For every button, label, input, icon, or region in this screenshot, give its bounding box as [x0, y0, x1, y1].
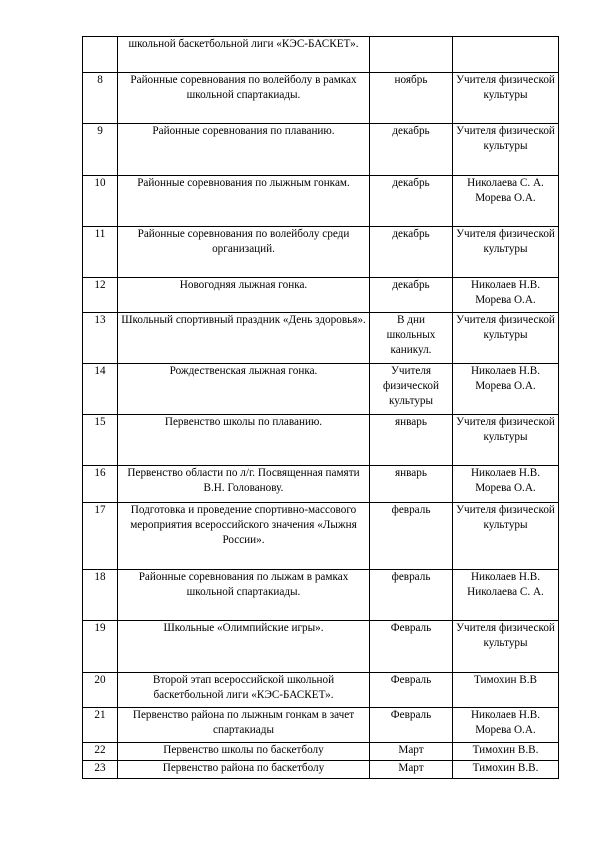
row-number: 9 [83, 124, 118, 176]
event-date [370, 37, 453, 73]
table-row [83, 621, 559, 673]
table-row [83, 415, 559, 466]
responsible-person: Тимохин В.В. [453, 761, 559, 779]
event-date: Учителя физической культуры [370, 364, 453, 415]
event-name: Районные соревнования по волейболу в рамках школьной спартакиады. [118, 73, 370, 124]
responsible-person: Николаев Н.В. Морева О.А. [453, 364, 559, 415]
event-date: Февраль [370, 621, 453, 673]
event-name: Новогодняя лыжная гонка. [118, 278, 370, 313]
responsible-person: Николаев Н.В. Морева О.А. [453, 708, 559, 743]
row-number: 22 [83, 743, 118, 761]
table-row [83, 278, 559, 313]
responsible-person: Тимохин В.В. [453, 743, 559, 761]
events-schedule-table [82, 36, 559, 779]
table-row [83, 673, 559, 708]
event-date: февраль [370, 503, 453, 570]
row-number: 11 [83, 227, 118, 278]
responsible-person: Учителя физической культуры [453, 313, 559, 364]
responsible-person: Тимохин В.В [453, 673, 559, 708]
row-number [83, 37, 118, 73]
event-name: Районные соревнования по плаванию. [118, 124, 370, 176]
event-date: декабрь [370, 278, 453, 313]
event-name: Районные соревнования по лыжам в рамках школьной спартакиады. [118, 570, 370, 621]
row-number: 20 [83, 673, 118, 708]
event-name: Первенство школы по плаванию. [118, 415, 370, 466]
event-name: Первенство области по л/г. Посвященная памяти В.Н. Голованову. [118, 466, 370, 503]
event-date: январь [370, 415, 453, 466]
row-number: 13 [83, 313, 118, 364]
table-row [83, 503, 559, 570]
table-row [83, 124, 559, 176]
table-row [83, 176, 559, 227]
event-date: февраль [370, 570, 453, 621]
responsible-person: Николаев Н.В. Морева О.А. [453, 278, 559, 313]
row-number: 8 [83, 73, 118, 124]
responsible-person: Учителя физической культуры [453, 227, 559, 278]
table-row [83, 73, 559, 124]
row-number: 15 [83, 415, 118, 466]
row-number: 23 [83, 761, 118, 779]
responsible-person: Николаев Н.В. Николаева С. А. [453, 570, 559, 621]
event-date: декабрь [370, 227, 453, 278]
table-row [83, 466, 559, 503]
row-number: 10 [83, 176, 118, 227]
table-row [83, 708, 559, 743]
table-row [83, 570, 559, 621]
event-name: Второй этап всероссийской школьной баскетбольной лиги «КЭС-БАСКЕТ». [118, 673, 370, 708]
row-number: 18 [83, 570, 118, 621]
event-name: Первенство района по лыжным гонкам в зачет спартакиады [118, 708, 370, 743]
row-number: 14 [83, 364, 118, 415]
event-name: Районные соревнования по волейболу среди организаций. [118, 227, 370, 278]
event-name: школьной баскетбольной лиги «КЭС-БАСКЕТ». [118, 37, 370, 73]
row-number: 17 [83, 503, 118, 570]
responsible-person: Учителя физической культуры [453, 415, 559, 466]
event-date: В дни школьных каникул. [370, 313, 453, 364]
event-date: январь [370, 466, 453, 503]
event-date: Февраль [370, 673, 453, 708]
responsible-person [453, 37, 559, 73]
event-name: Первенство района по баскетболу [118, 761, 370, 779]
responsible-person: Николаева С. А. Морева О.А. [453, 176, 559, 227]
event-date: ноябрь [370, 73, 453, 124]
row-number: 16 [83, 466, 118, 503]
event-name: Школьные «Олимпийские игры». [118, 621, 370, 673]
table-row [83, 313, 559, 364]
row-number: 21 [83, 708, 118, 743]
event-name: Первенство школы по баскетболу [118, 743, 370, 761]
table-row [83, 227, 559, 278]
event-date: Март [370, 743, 453, 761]
table-row [83, 364, 559, 415]
table-row [83, 761, 559, 779]
responsible-person: Учителя физической культуры [453, 621, 559, 673]
event-name: Подготовка и проведение спортивно-массового мероприятия всероссийского значения «Лыжня России». [118, 503, 370, 570]
row-number: 12 [83, 278, 118, 313]
event-name: Школьный спортивный праздник «День здоровья». [118, 313, 370, 364]
event-date: декабрь [370, 124, 453, 176]
event-name: Рождественская лыжная гонка. [118, 364, 370, 415]
row-number: 19 [83, 621, 118, 673]
responsible-person: Учителя физической культуры [453, 503, 559, 570]
table-row [83, 743, 559, 761]
event-date: Февраль [370, 708, 453, 743]
event-name: Районные соревнования по лыжным гонкам. [118, 176, 370, 227]
event-date: Март [370, 761, 453, 779]
table-row [83, 37, 559, 73]
responsible-person: Николаев Н.В. Морева О.А. [453, 466, 559, 503]
responsible-person: Учителя физической культуры [453, 124, 559, 176]
responsible-person: Учителя физической культуры [453, 73, 559, 124]
event-date: декабрь [370, 176, 453, 227]
